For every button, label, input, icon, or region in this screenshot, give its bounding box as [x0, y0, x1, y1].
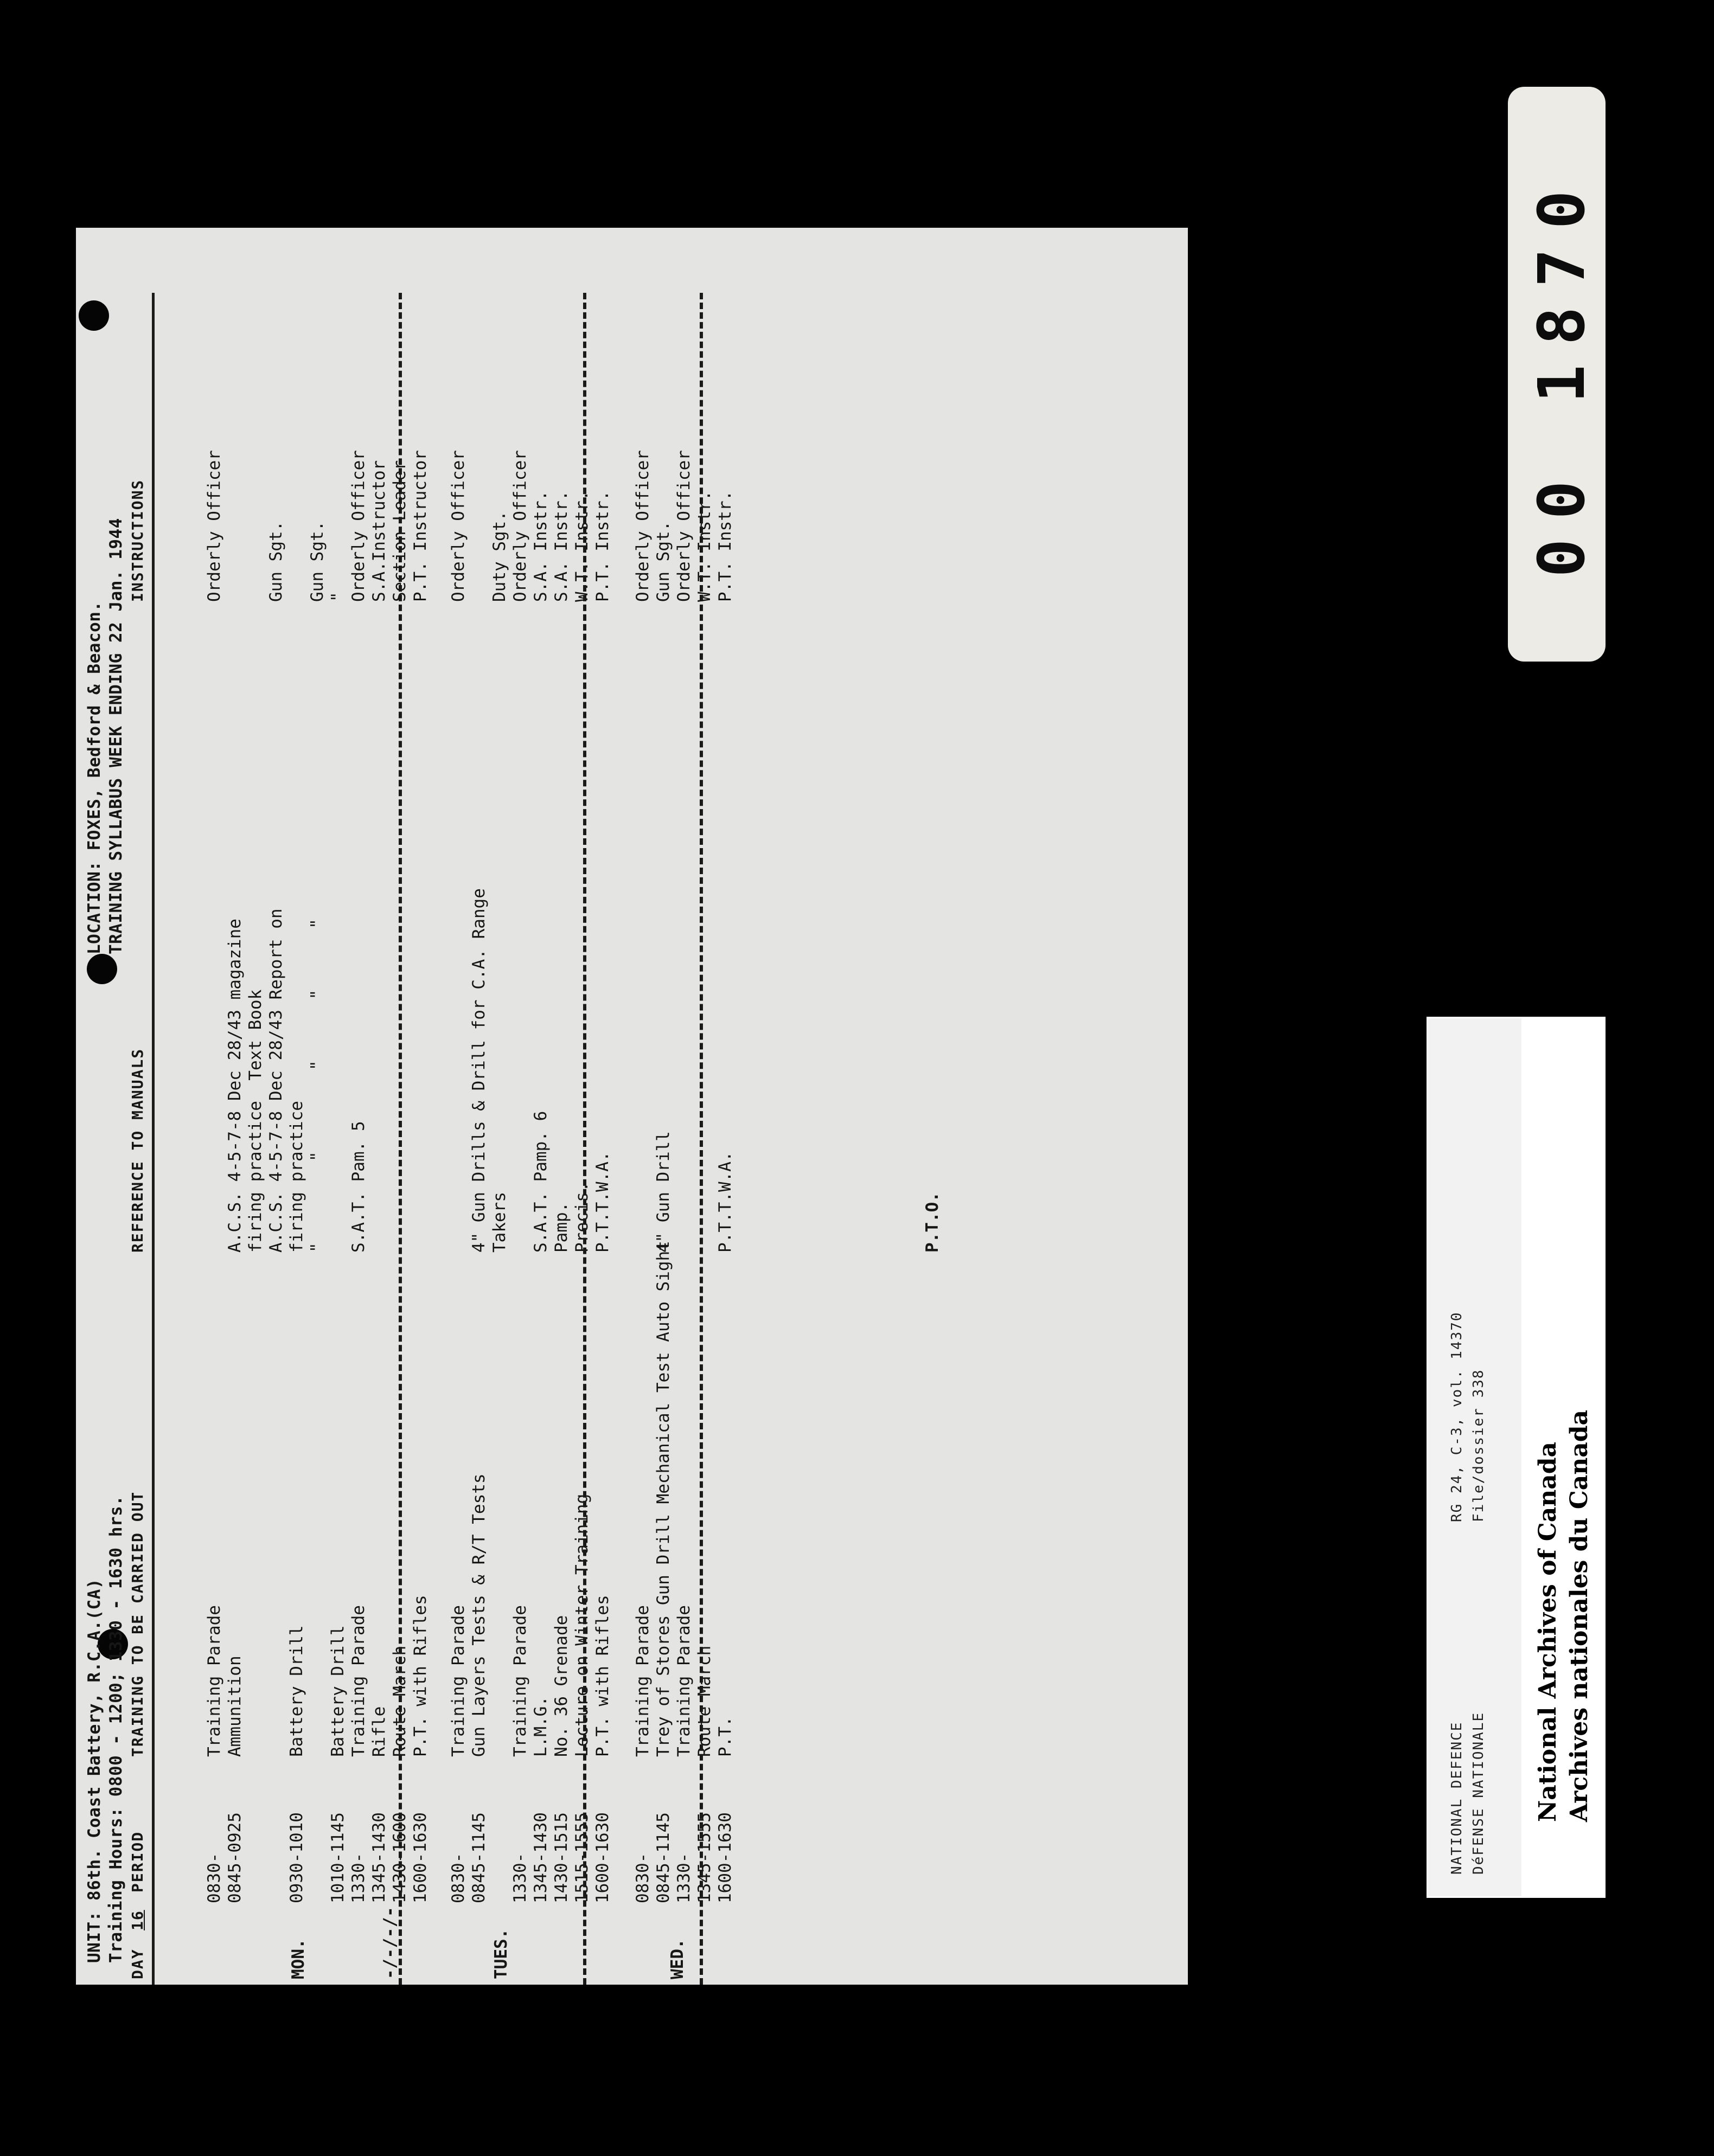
header-rule	[152, 293, 155, 1985]
column-day: DAY	[129, 1948, 146, 1979]
stamp-archives-en: National Archives of Canada	[1534, 1441, 1562, 1822]
training-list-monday: Training Parade Ammunition Battery Drill Battery Drill Training Parade Rifle Route March P.T. with Rifles	[204, 1595, 430, 1757]
column-training: TRAINING TO BE CARRIED OUT	[129, 1491, 146, 1757]
column-day-mark: 16	[129, 1910, 146, 1930]
location-heading: LOCATION: FOXES, Bedford & Beacon.	[85, 601, 104, 954]
reel-frame-counter	[1508, 87, 1606, 662]
stamp-dept-fr: DéFENSE NATIONALE	[1470, 1711, 1487, 1875]
stamp-reference-panel	[1427, 1017, 1523, 1898]
column-instructions: INSTRUCTIONS	[129, 479, 146, 602]
stamp-archives-fr: Archives nationales du Canada	[1565, 1409, 1593, 1822]
unit-heading: UNIT: 86th. Coast Battery, R.C.A.(CA)	[85, 1578, 104, 1963]
page-turn-note: P.T.O.	[923, 1192, 942, 1253]
stamp-record-group: RG 24, C-3, vol. 14370	[1449, 1311, 1465, 1522]
block-separator	[700, 293, 703, 1985]
period-list-tuesday: 0830- 0845-1145 1330- 1345-1430 1430-1515 1515-1555 1600-1630	[449, 1812, 612, 1903]
stamp-file-number: File/dossier 338	[1470, 1369, 1487, 1522]
training-list-tuesday: Training Parade Gun Layers Tests & R/T Tests Training Parade L.M.G. No. 36 Grenade Lecture on Winter Training P.T. with Rifles	[449, 1473, 612, 1757]
instructions-list-monday: Orderly Officer Gun Sgt. Gun Sgt. " Orderly Officer S.A.Instructor Section Leader P.T. Instructor	[204, 450, 430, 602]
day-label-wednesday: WED.	[668, 1939, 687, 1979]
instructions-list-tuesday: Orderly Officer Duty Sgt. Orderly Officer S.A. Instr. S.A. Instr. W.T. Instr. P.T. Instr.	[449, 450, 612, 602]
stamp-dept-en: NATIONAL DEFENCE	[1449, 1721, 1465, 1875]
period-list-wednesday: 0830- 0845-1145 1330- 1345-1555 1600-1630	[633, 1812, 735, 1903]
instructions-list-wednesday: Orderly Officer Gun Sgt. Orderly Officer W.T. Instr. P.T. Instr.	[633, 450, 735, 602]
syllabus-heading: TRAINING SYLLABUS WEEK ENDING 22 Jan. 1944	[106, 518, 126, 954]
period-list-monday: 0830- 0845-0925 0930-1010 1010-1145 1330- 1345-1430 1430-1600 1600-1630	[204, 1812, 430, 1903]
punch-hole	[87, 954, 117, 984]
separator-mark: -/-/-/-	[380, 1906, 400, 1979]
day-label-tuesday: TUES.	[491, 1928, 511, 1979]
archive-stamp	[1427, 1017, 1606, 1898]
reference-list-wednesday: 4" Gun Drill P.T.T.W.A.	[654, 1131, 735, 1253]
column-period: PERIOD	[129, 1831, 146, 1892]
reference-list-tuesday: 4" Gun Drills & Drill for C.A. Range Takers S.A.T. Pamp. 6 Pamp. Precis. P.T.T.W.A.	[469, 888, 612, 1253]
column-reference: REFERENCE TO MANUALS	[129, 1048, 146, 1253]
training-list-wednesday: Training Parade Trey of Stores Gun Drill Mechanical Test Auto Sight Training Parade Route March P.T.	[633, 1241, 735, 1757]
day-label-monday: MON.	[289, 1939, 308, 1979]
block-separator	[583, 293, 586, 1985]
block-separator	[399, 293, 402, 1985]
training-syllabus-sheet	[76, 228, 1188, 1985]
punch-hole	[79, 300, 109, 331]
reference-list-monday: A.C.S. 4-5-7-8 Dec 28/43 magazine firing practice Text Book A.C.S. 4-5-7-8 Dec 28/43 Report on firing practice " " " " " S.A.T. Pam. 5	[225, 908, 368, 1253]
training-hours: Training Hours: 0800 - 1200; 1330 - 1630 hrs.	[106, 1495, 126, 1963]
stamp-archives-panel	[1523, 1017, 1606, 1898]
counter-digits: 00 1870	[1524, 171, 1599, 578]
